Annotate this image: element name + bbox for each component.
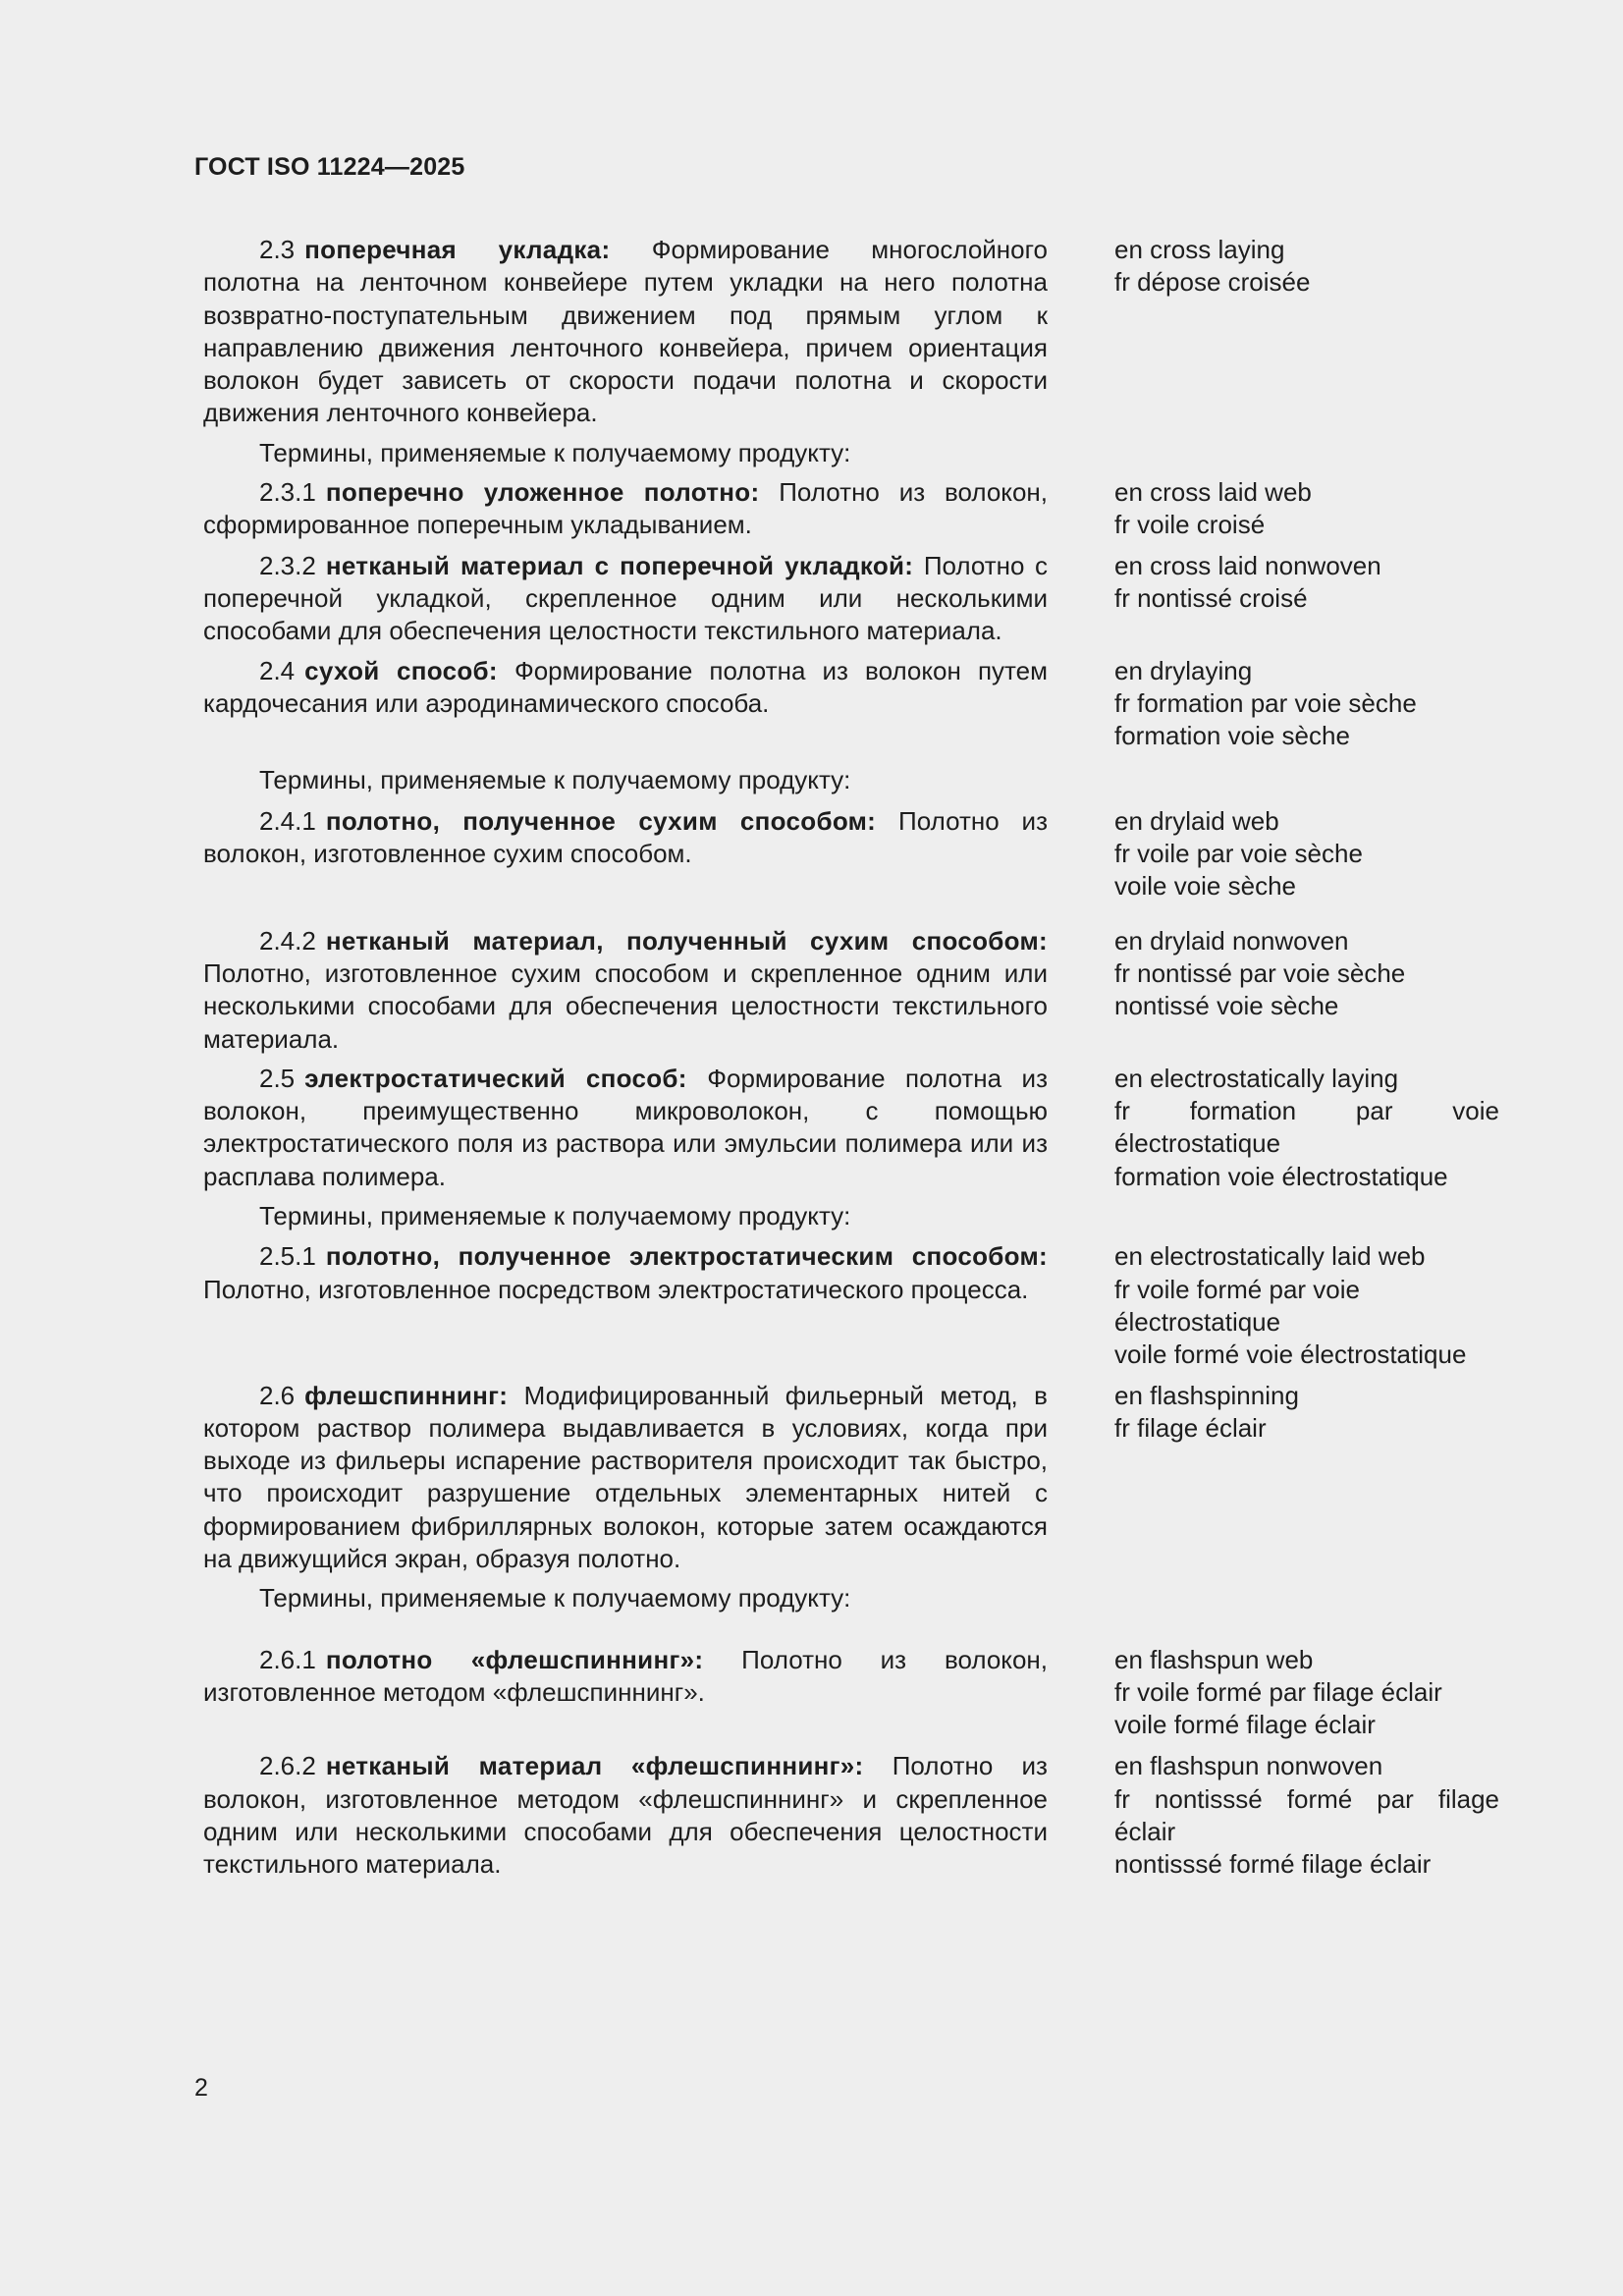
en-equivalent: en flashspinning [1114,1380,1299,1410]
definition-text: Полотно из волокон, сформированное поперечным укладыванием. [203,477,1048,540]
term-number: 2.5.1 [259,1241,316,1272]
definition-text: Формирование многослойного полотна на ленточном конвейере путем укладки на него полотна возвратно-поступательным движением под прямым углом к направлению движения ленточного конвейера, причем ориентация волокон будет зависеть от скорости подачи полотна и скорости движения ленточного конвейера. [203,235,1048,428]
term-number: 2.3 [259,235,296,264]
fr-equivalent: fr dépose croisée [1114,267,1311,298]
fr-equivalent-alt: nontissé voie sèche [1114,991,1339,1021]
fr-equivalent: fr nontissé croisé [1114,582,1308,613]
fr-equivalent: fr filage éclair [1114,1412,1267,1443]
term-number: 2.4.2 [259,925,316,956]
fr-equivalent: fr voile formé par filage éclair [1114,1676,1442,1707]
term-number: 2.6 [259,1380,296,1410]
term-entry-2-4-2 [203,925,1499,1056]
term-definition [203,550,1048,648]
foreign-equivalents [1114,1644,1499,1742]
term-name: сухой способ: [304,655,498,685]
term-entry-2-4-1 [203,805,1499,903]
en-equivalent: en cross laid web [1114,477,1312,508]
term-definition [203,1240,1048,1306]
term-entry-2-6-2 [203,1750,1499,1881]
definition-text: Полотно, изготовленное посредством электростатического процесса. [203,1274,1029,1304]
foreign-equivalents [1114,234,1499,300]
term-definition [203,1644,1048,1710]
term-name: полотно, полученное электростатическим способом: [325,1241,1048,1272]
fr-equivalent-alt: voile voie sèche [1114,871,1296,902]
term-entry-2-6-1 [203,1644,1499,1742]
term-name: поперечная укладка: [304,235,611,264]
term-entry-2-4 [203,655,1499,753]
en-equivalent: en drylaid nonwoven [1114,925,1349,956]
term-entry-2-5-1 [203,1240,1499,1371]
term-name: флешспиннинг: [304,1380,509,1410]
term-name: электростатический способ: [304,1063,687,1093]
fr-equivalent: fr formation par voie sèche [1114,687,1417,718]
definition-text: Полотно из волокон, изготовленное сухим способом. [203,805,1048,869]
subheading: Термины, применяемые к получаемому продукту: [259,1201,851,1231]
fr-equivalent-alt: formation voie électrostatique [1114,1161,1448,1191]
definition-text: Полотно, изготовленное сухим способом и скрепленное одним или несколькими способами для обеспечения целостности текстильного материала. [203,957,1048,1054]
fr-equivalent-cont: électrostatique [1114,1306,1281,1337]
term-definition [203,1063,1048,1193]
foreign-equivalents [1114,1750,1499,1881]
term-entry-2-6 [203,1380,1499,1576]
definition-text: Формирование полотна из волокон, преимущественно микроволокон, с помощью электростатического поля из раствора или эмульсии полимера или из расплава полимера. [203,1063,1048,1191]
term-definition [203,234,1048,430]
term-entry-2-3-2 [203,550,1499,648]
definition-text: Полотно из волокон, изготовленное методом «флешспиннинг» и скрепленное одним или несколькими способами для обеспечения целостности текстильного материала. [203,1751,1048,1880]
fr-equivalent-alt: formation voie sèche [1114,721,1350,751]
foreign-equivalents [1114,476,1499,542]
term-number: 2.3.2 [259,550,316,580]
fr-equivalent-cont: éclair [1114,1817,1176,1847]
en-equivalent: en cross laid nonwoven [1114,550,1381,580]
terms-list [203,234,1499,1882]
fr-equivalent: fr nontissé par voie sèche [1114,957,1406,988]
en-equivalent: en flashspun nonwoven [1114,1751,1383,1781]
term-name: нетканый материал «флешспиннинг»: [325,1751,864,1781]
term-definition [203,925,1048,1056]
definition-text: Модифицированный фильерный метод, в котором раствор полимера выдавливается в условиях, когда при выходе из фильеры испарение растворителя происходит так быстро, что происходит разрушение отдельных элементарных нитей с формированием фибриллярных волокон, которые затем осаждаются на движущийся экран, образуя полотно. [203,1380,1048,1573]
term-number: 2.4.1 [259,805,316,836]
fr-equivalent-alt: voile formé voie électrostatique [1114,1339,1467,1370]
foreign-equivalents [1114,655,1499,753]
term-number: 2.4 [259,655,296,685]
term-name: поперечно уложенное полотно: [325,477,760,508]
term-number: 2.5 [259,1063,296,1093]
foreign-equivalents [1114,1240,1499,1371]
term-name: нетканый материал с поперечной укладкой: [325,550,914,580]
subheading: Термины, применяемые к получаемому продукту: [259,1583,851,1613]
term-name: полотно, полученное сухим способом: [325,805,877,836]
foreign-equivalents [1114,1380,1499,1446]
en-equivalent: en drylaying [1114,655,1253,685]
document-header: ГОСТ ISO 11224—2025 [194,153,465,181]
fr-equivalent: fr formation par voie [1114,1096,1499,1126]
term-definition [203,1750,1048,1881]
foreign-equivalents [1114,1063,1499,1193]
definition-text: Формирование полотна из волокон путем кардочесания или аэродинамического способа. [203,655,1049,718]
en-equivalent: en electrostatically laid web [1114,1241,1426,1272]
fr-equivalent: fr voile par voie sèche [1114,839,1363,869]
fr-equivalent-alt: voile formé filage éclair [1114,1710,1376,1740]
fr-equivalent: fr voile croisé [1114,510,1266,540]
term-number: 2.3.1 [259,477,316,508]
fr-equivalent: fr nontisssé formé par filage [1114,1783,1499,1814]
subheading: Термины, применяемые к получаемому продукту: [259,437,851,467]
definition-text: Полотно с поперечной укладкой, скрепленное одним или несколькими способами для обеспечения целостности текстильного материала. [203,550,1048,646]
foreign-equivalents [1114,805,1499,903]
term-definition [203,805,1048,871]
term-number: 2.6.1 [259,1644,316,1674]
term-entry-2-3-1 [203,476,1499,542]
fr-equivalent-alt: nontisssé formé filage éclair [1114,1849,1432,1880]
term-name: полотно «флешспиннинг»: [325,1644,704,1674]
term-definition [203,655,1048,721]
foreign-equivalents [1114,550,1499,616]
fr-equivalent-cont: électrostatique [1114,1128,1281,1159]
page-number: 2 [194,2074,208,2102]
term-definition [203,476,1048,542]
term-number: 2.6.2 [259,1751,316,1781]
en-equivalent: en cross laying [1114,235,1285,264]
term-name: нетканый материал, полученный сухим способом: [325,925,1048,956]
en-equivalent: en electrostatically laying [1114,1063,1399,1093]
fr-equivalent: fr voile formé par voie [1114,1274,1360,1304]
en-equivalent: en drylaid web [1114,805,1279,836]
foreign-equivalents [1114,925,1499,1023]
subheading: Термины, применяемые к получаемому продукту: [259,765,851,795]
definition-text: Полотно из волокон, изготовленное методом «флешспиннинг». [203,1644,1048,1707]
term-entry-2-5 [203,1063,1499,1193]
term-definition [203,1380,1048,1576]
en-equivalent: en flashspun web [1114,1644,1314,1674]
term-entry-2-3 [203,234,1499,430]
